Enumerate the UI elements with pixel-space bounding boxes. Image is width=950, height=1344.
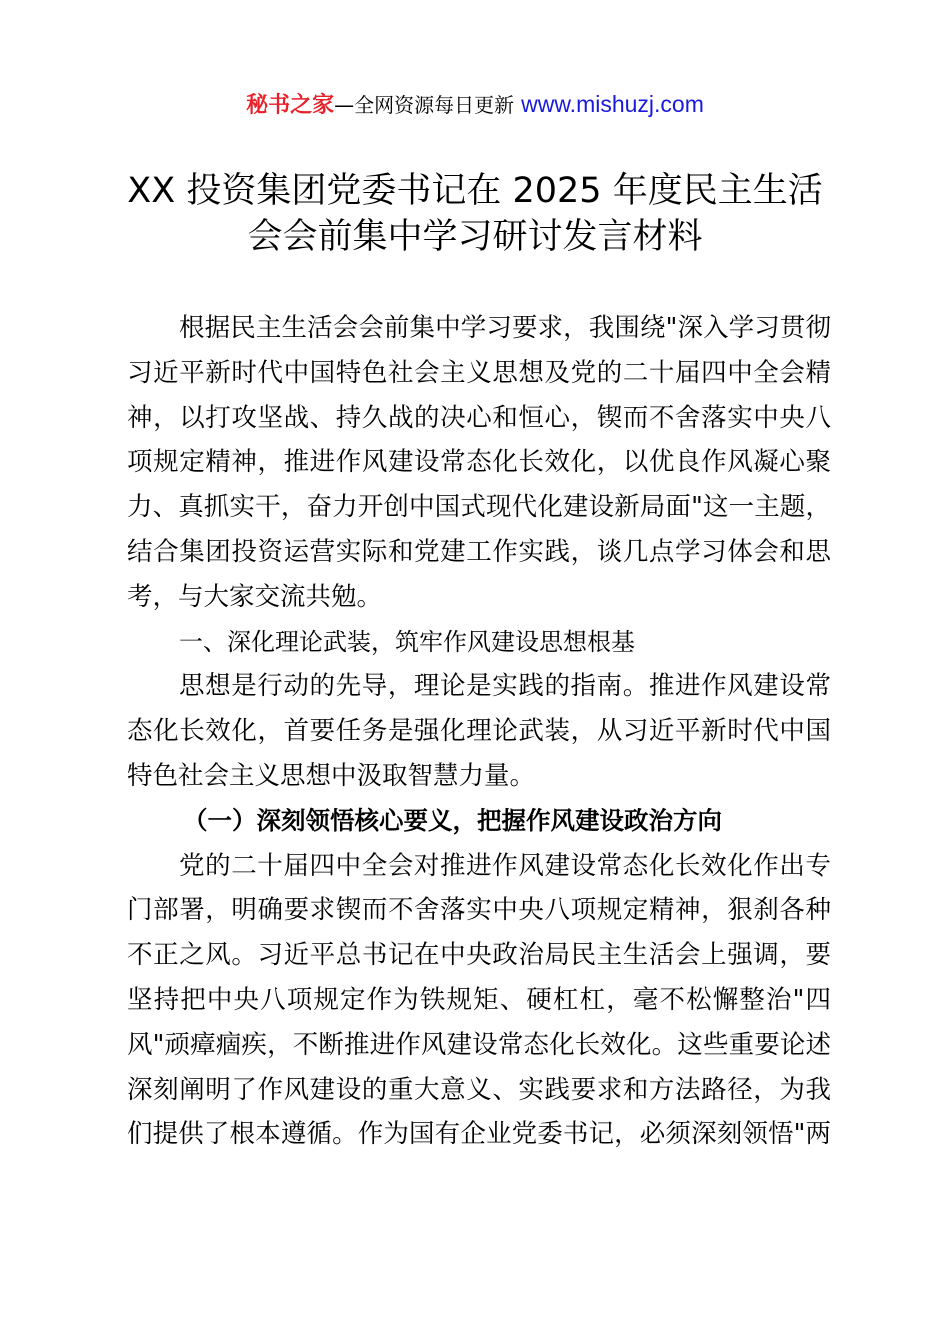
paragraph	[127, 664, 831, 798]
document-body	[127, 306, 831, 1157]
text-line: 项规定精神，推进作风建设常态化长效化，以优良作风凝心聚	[127, 447, 831, 478]
paragraph	[127, 844, 831, 1158]
paragraph	[127, 306, 831, 620]
banner-slogan: —全网资源每日更新	[334, 93, 515, 117]
text-line: （一）深刻领悟核心要义，把握作风建设政治方向	[183, 805, 722, 835]
text-line: 不正之风。习近平总书记在中央政治局民主生活会上强调，要	[127, 940, 831, 971]
brand-name: 秘书之家	[246, 93, 335, 118]
text-line: 一、深化理论武装，筑牢作风建设思想根基	[179, 627, 635, 656]
text-line: 风"顽瘴痼疾，不断推进作风建设常态化长效化。这些重要论述	[127, 1029, 831, 1060]
subsection-heading	[127, 799, 831, 844]
section-heading	[127, 620, 831, 665]
text-line: 结合集团投资运营实际和党建工作实践，谈几点学习体会和思	[127, 536, 831, 567]
text-line: 门部署，明确要求锲而不舍落实中央八项规定精神，狠刹各种	[127, 895, 831, 926]
text-line: 根据民主生活会会前集中学习要求，我围绕"深入学习贯彻	[179, 313, 831, 343]
text-line: 习近平新时代中国特色社会主义思想及党的二十届四中全会精	[127, 357, 831, 388]
text-line: 深刻阐明了作风建设的重大意义、实践要求和方法路径，为我	[127, 1074, 831, 1105]
text-line: 们提供了根本遵循。作为国有企业党委书记，必须深刻领悟"两	[127, 1119, 831, 1150]
text-line: 神，以打攻坚战、持久战的决心和恒心，锲而不舍落实中央八	[127, 402, 831, 433]
text-line: 态化长效化，首要任务是强化理论武装，从习近平新时代中国	[127, 716, 831, 747]
text-line: 特色社会主义思想中汲取智慧力量。	[127, 760, 536, 791]
site-banner	[0, 88, 950, 122]
text-line: 力、真抓实干，奋力开创中国式现代化建设新局面"这一主题，	[127, 492, 831, 523]
text-line: 思想是行动的先导，理论是实践的指南。推进作风建设常	[179, 671, 831, 702]
text-line: 坚持把中央八项规定作为铁规矩、硬杠杠，毫不松懈整治"四	[127, 984, 831, 1015]
site-url-link[interactable]: www.mishuzj.com	[521, 91, 704, 117]
document-title-line-1: XX 投资集团党委书记在 2025 年度民主生活	[127, 171, 823, 211]
text-line: 党的二十届四中全会对推进作风建设常态化长效化作出专	[179, 850, 831, 881]
text-line: 考，与大家交流共勉。	[127, 581, 383, 612]
document-title-line-2: 会会前集中学习研讨发言材料	[247, 217, 703, 257]
